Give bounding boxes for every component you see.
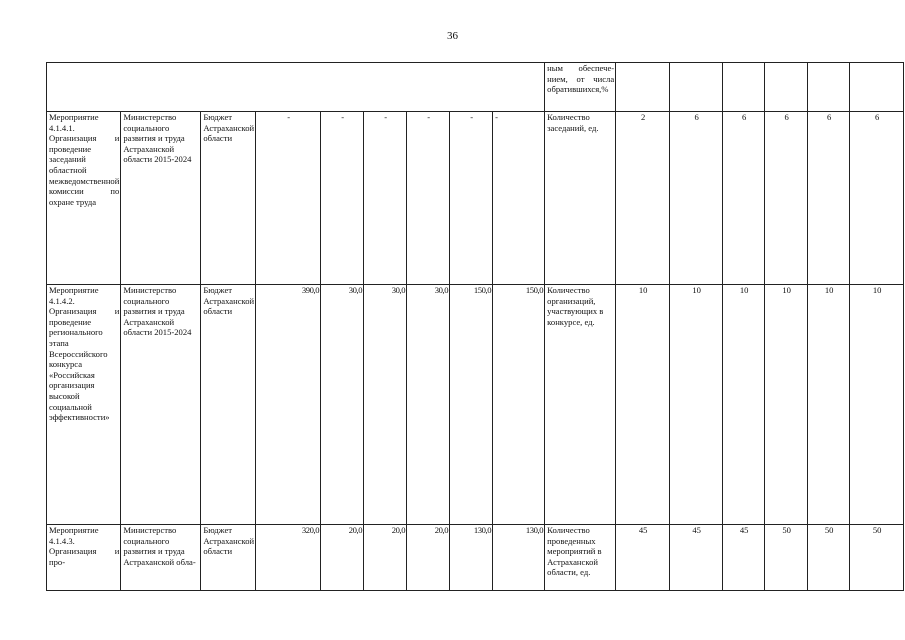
table-row xyxy=(47,112,904,285)
blank-cell xyxy=(765,63,808,112)
blank-cell xyxy=(850,63,904,112)
page-number: 36 xyxy=(447,30,458,42)
value-cell: 10 xyxy=(670,285,723,525)
blank-cell xyxy=(808,63,850,112)
blank-cell xyxy=(47,63,545,112)
finance-cell: 20,0 xyxy=(321,525,364,591)
value-cell: 10 xyxy=(765,285,808,525)
value-cell: 45 xyxy=(723,525,765,591)
value-cell: 10 xyxy=(850,285,904,525)
finance-cell: - xyxy=(256,112,321,285)
source-cell: Бюджет Астраханской области xyxy=(201,285,256,525)
finance-cell: 320,0 xyxy=(256,525,321,591)
value-cell: 50 xyxy=(850,525,904,591)
value-cell: 50 xyxy=(765,525,808,591)
value-cell: 6 xyxy=(850,112,904,285)
indicator-cell: Количество организаций, участвующих в конкурсе, ед. xyxy=(545,285,616,525)
value-cell: 45 xyxy=(616,525,670,591)
finance-cell: - xyxy=(450,112,493,285)
finance-cell: 30,0 xyxy=(321,285,364,525)
activity-cell: Мероприятие 4.1.4.2. Организация и проведение регионального этапа Всероссийского конкурса «Российская организация высокой социальной эффективности» xyxy=(47,285,121,525)
finance-cell: - xyxy=(321,112,364,285)
value-cell: 6 xyxy=(808,112,850,285)
blank-cell xyxy=(723,63,765,112)
indicator-cell: ным обеспече-нием, от числа обратившихся,% xyxy=(545,63,616,112)
finance-cell: 150,0 xyxy=(450,285,493,525)
finance-cell: 30,0 xyxy=(407,285,450,525)
blank-cell xyxy=(670,63,723,112)
header-continuation-row xyxy=(47,63,904,112)
finance-cell: 30,0 xyxy=(364,285,407,525)
value-cell: 10 xyxy=(808,285,850,525)
value-cell: 6 xyxy=(723,112,765,285)
table-row xyxy=(47,525,904,591)
executor-cell: Министерство социального развития и труда Астраханской обла- xyxy=(121,525,201,591)
blank-cell xyxy=(616,63,670,112)
value-cell: 2 xyxy=(616,112,670,285)
indicator-cell: Количество проведенных мероприятий в Астраханской области, ед. xyxy=(545,525,616,591)
value-cell: 10 xyxy=(723,285,765,525)
finance-cell: 20,0 xyxy=(364,525,407,591)
finance-cell: 20,0 xyxy=(407,525,450,591)
table-row xyxy=(47,285,904,525)
value-cell: 6 xyxy=(670,112,723,285)
indicator-cell: Количество заседаний, ед. xyxy=(545,112,616,285)
value-cell: 45 xyxy=(670,525,723,591)
finance-cell: - xyxy=(364,112,407,285)
finance-cell: 390,0 xyxy=(256,285,321,525)
executor-cell: Министерство социального развития и труда Астраханской области 2015-2024 xyxy=(121,285,201,525)
finance-cell: 130,0 xyxy=(493,525,545,591)
value-cell: 50 xyxy=(808,525,850,591)
activity-cell: Мероприятие 4.1.4.1. Организация и проведение заседаний областной межведомственной комиссии по охране труда xyxy=(47,112,121,285)
value-cell: 6 xyxy=(765,112,808,285)
source-cell: Бюджет Астраханской области xyxy=(201,112,256,285)
activity-cell: Мероприятие 4.1.4.3. Организация и про- xyxy=(47,525,121,591)
executor-cell: Министерство социального развития и труда Астраханской области 2015-2024 xyxy=(121,112,201,285)
finance-cell: - xyxy=(493,112,545,285)
value-cell: 10 xyxy=(616,285,670,525)
finance-cell: 150,0 xyxy=(493,285,545,525)
source-cell: Бюджет Астраханской области xyxy=(201,525,256,591)
finance-cell: - xyxy=(407,112,450,285)
program-table xyxy=(46,62,904,591)
finance-cell: 130,0 xyxy=(450,525,493,591)
